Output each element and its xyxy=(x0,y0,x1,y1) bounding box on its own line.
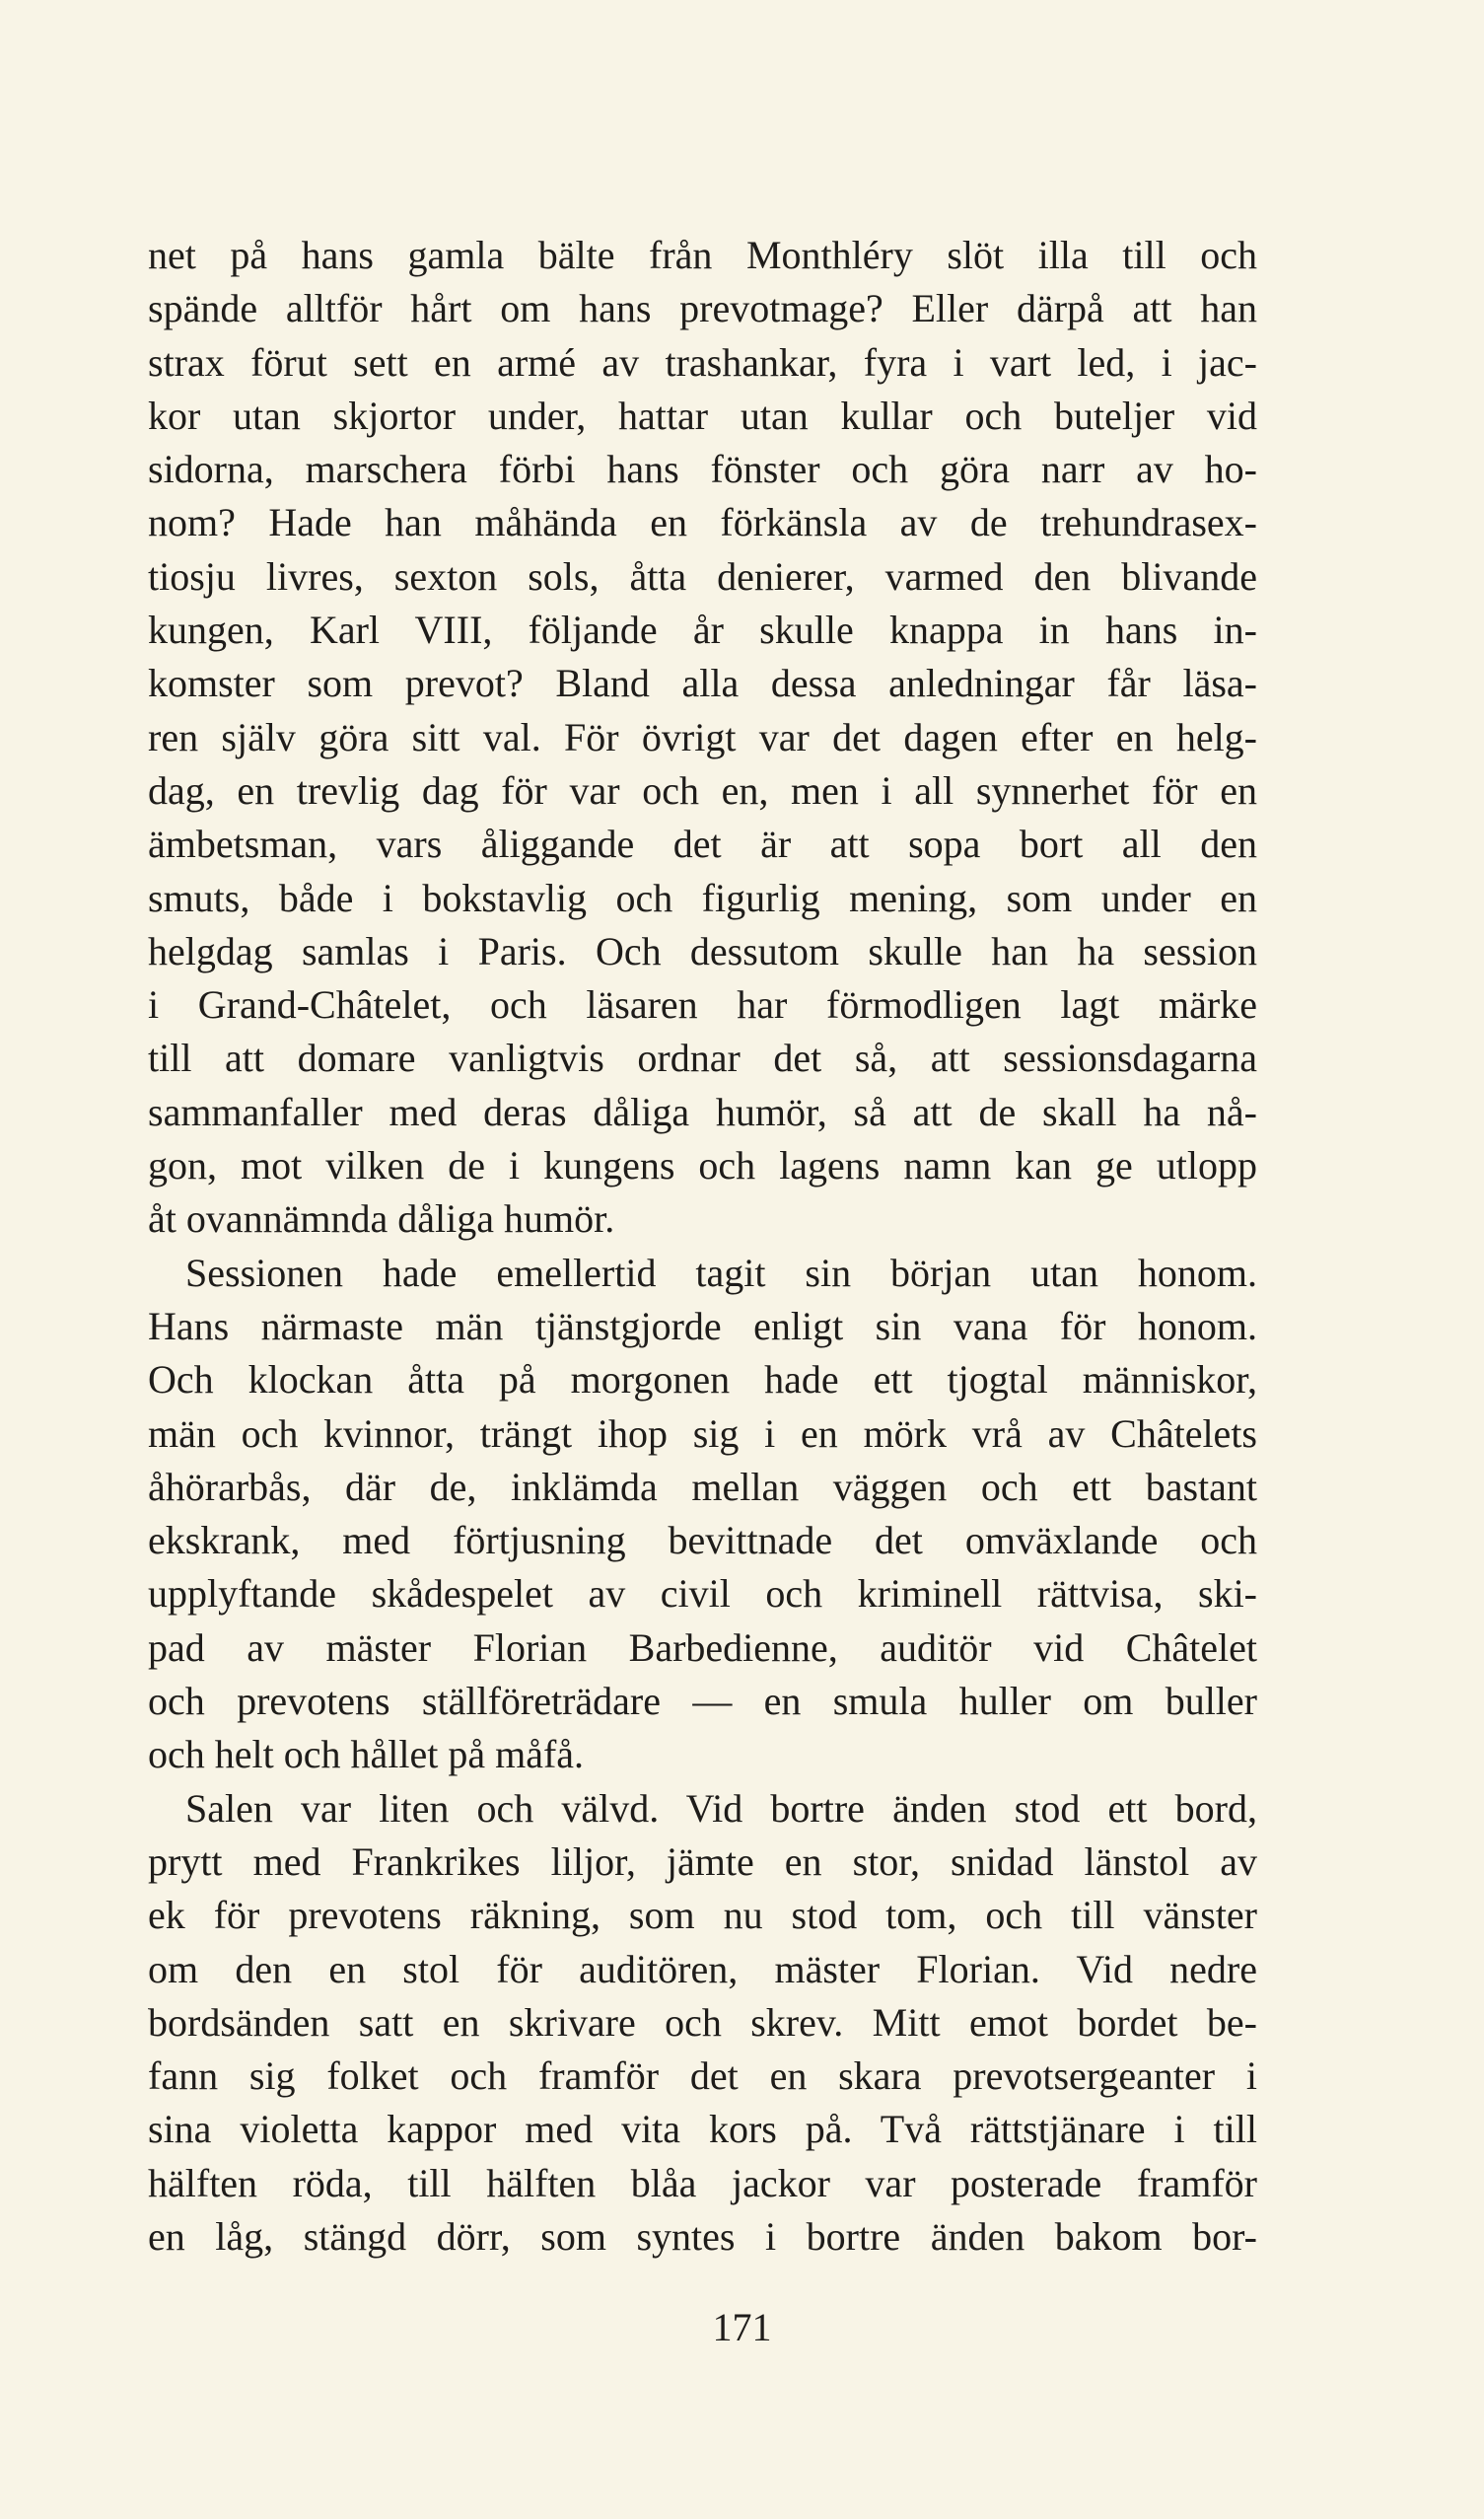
text-line: prytt med Frankrikes liljor, jämte en stor, snidad länstol av xyxy=(148,1838,1257,1884)
text-line: och helt och hållet på måfå. xyxy=(148,1732,585,1777)
text-line: sina violetta kappor med vita kors på. Två rättstjänare i till xyxy=(148,2107,1257,2152)
text-line: helgdag samlas i Paris. Och dessutom skulle han ha session xyxy=(148,928,1257,973)
text-line: Och klockan åtta på morgonen hade ett tjogtal människor, xyxy=(148,1357,1257,1403)
text-line: strax förut sett en armé av trashankar, fyra i vart led, i jac- xyxy=(148,339,1257,385)
text-line: Salen var liten och välvd. Vid bortre änden stod ett bord, xyxy=(185,1785,1257,1831)
text-line: åhörarbås, där de, inklämda mellan väggen och ett bastant xyxy=(148,1464,1257,1509)
text-line: Hans närmaste män tjänstgjorde enligt sin vana för honom. xyxy=(148,1303,1257,1348)
text-line: tiosju livres, sexton sols, åtta denierer, varmed den blivande xyxy=(148,553,1257,599)
paragraph xyxy=(148,1247,1257,1782)
text-line: åt ovannämnda dåliga humör. xyxy=(148,1196,615,1242)
text-line: ren själv göra sitt val. För övrigt var det dagen efter en helg- xyxy=(148,714,1257,759)
text-line: män och kvinnor, trängt ihop sig i en mörk vrå av Châtelets xyxy=(148,1410,1257,1456)
text-line: till att domare vanligtvis ordnar det så, att sessionsdagarna xyxy=(148,1036,1257,1081)
text-line: sidorna, marschera förbi hans fönster och göra narr av ho- xyxy=(148,447,1257,492)
text-line: net på hans gamla bälte från Monthléry slöt illa till och xyxy=(148,233,1257,277)
paragraph xyxy=(148,1782,1257,2265)
page-number: 171 xyxy=(712,2305,772,2349)
paragraph xyxy=(148,229,1257,1247)
text-line: komster som prevot? Bland alla dessa anledningar får läsa- xyxy=(148,661,1257,706)
text-line: kungen, Karl VIII, följande år skulle knappa in hans in- xyxy=(148,608,1257,653)
text-line: hälften röda, till hälften blåa jackor var posterade framför xyxy=(148,2160,1257,2205)
text-line: fann sig folket och framför det en skara prevotsergeanter i xyxy=(148,2053,1257,2099)
body-text xyxy=(148,229,1257,2264)
text-line: upplyftande skådespelet av civil och kriminell rättvisa, ski- xyxy=(148,1571,1257,1617)
text-line: ekskrank, med förtjusning bevittnade det omväxlande och xyxy=(148,1518,1257,1563)
text-line: Sessionen hade emellertid tagit sin början utan honom. xyxy=(185,1250,1257,1295)
text-line: smuts, både i bokstavlig och figurlig mening, som under en xyxy=(148,875,1257,920)
text-line: en låg, stängd dörr, som syntes i bortre änden bakom bor- xyxy=(148,2213,1257,2259)
text-line: dag, en trevlig dag för var och en, men i all synnerhet för en xyxy=(148,767,1257,813)
text-line: nom? Hade han måhända en förkänsla av de trehundrasex- xyxy=(148,500,1257,545)
text-line: i Grand-Châtelet, och läsaren har förmodligen lagt märke xyxy=(148,982,1257,1028)
text-line: ämbetsman, vars åliggande det är att sopa bort all den xyxy=(148,822,1257,867)
text-line: gon, mot vilken de i kungens och lagens namn kan ge utlopp xyxy=(148,1143,1257,1188)
text-line: ek för prevotens räkning, som nu stod tom, och till vänster xyxy=(148,1893,1257,1938)
text-line: sammanfaller med deras dåliga humör, så att de skall ha nå- xyxy=(148,1089,1257,1134)
text-line: och prevotens ställföreträdare — en smula huller om buller xyxy=(148,1679,1257,1724)
text-line: spände alltför hårt om hans prevotmage? Eller därpå att han xyxy=(148,286,1257,331)
text-line: pad av mäster Florian Barbedienne, auditör vid Châtelet xyxy=(148,1624,1257,1670)
text-line: kor utan skjortor under, hattar utan kullar och buteljer vid xyxy=(148,393,1257,438)
text-line: om den en stol för auditören, mäster Florian. Vid nedre xyxy=(148,1946,1257,1991)
text-line: bordsänden satt en skrivare och skrev. Mitt emot bordet be- xyxy=(148,1999,1257,2045)
